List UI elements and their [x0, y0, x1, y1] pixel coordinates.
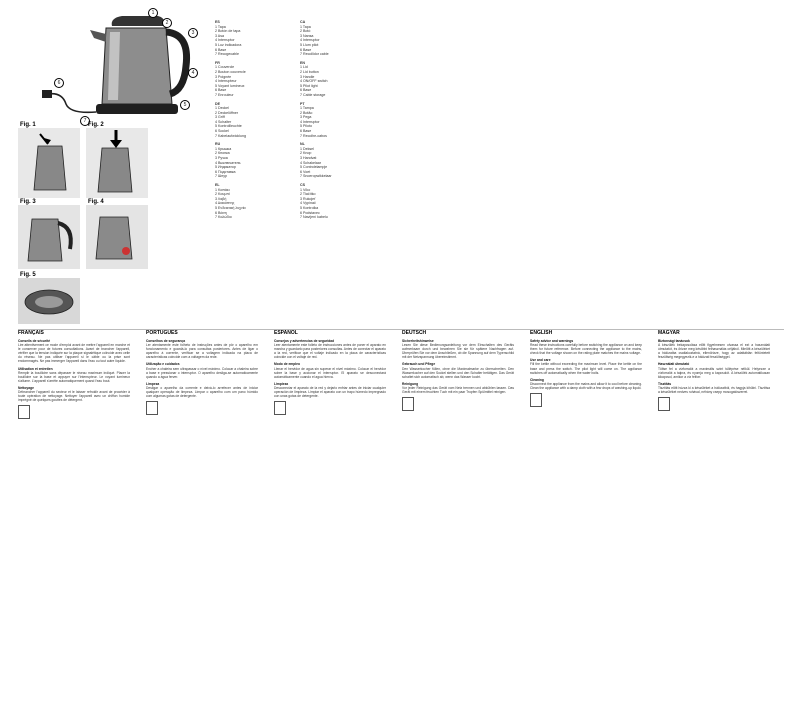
part-list-item: 7 Enrouleur: [215, 92, 234, 97]
language-title: DEUTSCH: [402, 330, 427, 336]
section-body: Fill the kettle without exceeding the maximum level. Place the kettle on the base and press the switch. The pilot light will come on. The appliance switches off automatically when the water boils.: [530, 362, 642, 375]
part-list-heading: PT: [300, 101, 305, 106]
part-list-item: 2 Lid button: [300, 69, 319, 74]
fig-1-label: Fig. 1: [20, 122, 36, 128]
part-list-item: 7 Recolhe-cabos: [300, 133, 327, 138]
part-list-item: 2 Tlačítko: [300, 192, 316, 197]
language-title: ESPAÑOL: [274, 330, 298, 336]
language-column: [402, 330, 514, 695]
part-list-item: 4 Διακόπτης: [215, 201, 235, 206]
language-column: [530, 330, 642, 695]
section-body: Töltse fel a vízforralót a maximális szint túllépése nélkül. Helyezze a vízforralót a talpra, és nyomja meg a kapcsolót. A készülék automatikusan kikapcsol, amikor a víz felforr.: [658, 366, 770, 379]
weee-bin-icon: [402, 397, 414, 411]
part-list-item: 6 Podstavec: [300, 210, 320, 215]
part-list-item: 5 Controlelampje: [300, 165, 328, 170]
callout-3: 3: [188, 28, 198, 38]
part-list-item: 7 Шнур: [215, 174, 228, 179]
section-body: Encher a chaleira sem ultrapassar o nível máximo. Colocar a chaleira sobre a base e pressionar o interruptor. O aparelho desliga-se automaticamente quando a água ferver.: [146, 366, 258, 379]
section-body: Desconectar el aparato de la red y dejarlo enfriar antes de iniciar cualquier operación de limpieza. Limpiar el aparato con un trapo húmedo impregnado con unas gotas de detergente.: [274, 385, 386, 399]
part-list-item: 1 Tapa: [300, 24, 311, 29]
fig2-drawing: [86, 128, 148, 198]
part-list-item: 1 Víko: [300, 187, 311, 192]
part-list-heading: NL: [300, 142, 305, 147]
part-list-item: 2 Кнопка: [215, 151, 230, 156]
part-list-item: 5 Pilot light: [300, 83, 318, 88]
fig1-drawing: [18, 128, 80, 198]
language-title: FRANÇAIS: [18, 330, 44, 336]
part-list-item: 4 Interrupteur: [215, 79, 237, 84]
kettle-lid: [112, 16, 165, 26]
part-list-item: 1 Крышка: [215, 146, 232, 151]
fig4-drawing: [86, 205, 148, 269]
language-title: MAGYAR: [658, 330, 680, 336]
section-heading: Nettoyage: [18, 385, 34, 390]
part-list-item: 3 Handle: [300, 74, 315, 79]
part-list-heading: ES: [215, 20, 220, 24]
section-heading: Utilização e cuidados: [146, 362, 180, 367]
part-list-item: 6 Base: [215, 47, 227, 52]
part-list-item: 6 Подставка: [215, 169, 236, 174]
part-list-item: 1 Tapa: [215, 24, 226, 29]
part-list-item: 4 ON/OFF switch: [300, 79, 328, 84]
kettle-main-drawing: [40, 8, 200, 128]
section-heading: Consejos y advertencias de seguridad: [274, 339, 335, 343]
language-column: [274, 330, 386, 695]
part-list-item: 4 Interruptor: [215, 38, 235, 43]
section-body: Den Wasserkocher füllen, ohne die Maximalmarke zu überschreiten. Den Wasserkocher auf den Sockel stellen und den Schalter betätigen. Das Gerät schaltet sich automatisch ab, wenn das Wasser kocht.: [402, 366, 514, 379]
part-list-item: 1 Couvercle: [215, 65, 235, 70]
section-body: Vor jeder Reinigung das Gerät vom Netz trennen und abkühlen lassen. Das Gerät mit einem feuchten Tuch mit ein paar Tropfen Spülmittel reinigen.: [402, 385, 514, 395]
part-list-item: 3 Pega: [300, 115, 312, 120]
part-list-item: 3 Ручка: [215, 156, 228, 161]
part-list-item: 4 Выключатель: [215, 160, 241, 165]
weee-bin-icon: [658, 397, 670, 411]
part-list-column-a: [215, 20, 285, 224]
part-list-heading: RU: [215, 142, 221, 147]
section-heading: Használati útmutató: [658, 362, 690, 367]
fig-2-label: Fig. 2: [88, 122, 104, 128]
part-list-item: 2 Botão: [300, 110, 313, 115]
part-list-item: 6 Base: [300, 129, 312, 134]
part-list-item: 4 Interruptor: [300, 119, 320, 124]
callout-6: 6: [54, 78, 64, 88]
part-list-item: 3 Λαβή: [215, 196, 227, 201]
section-heading: Tisztítás: [658, 381, 672, 386]
part-list-item: 7 Καλώδιο: [215, 215, 232, 220]
part-list-item: 1 Deckel: [215, 106, 229, 111]
part-list-item: 3 Nansa: [300, 33, 314, 38]
part-list-item: 2 Botó: [300, 29, 311, 34]
section-body: Llenar el hervidor de agua sin superar el nivel máximo. Colocar el hervidor sobre la base y accionar el interruptor. El aparato se desconectará automáticamente cuando el agua hierva.: [274, 366, 386, 379]
section-body: A készülék bekapcsolása előtt figyelmesen olvassa el ezt a használati útmutatót, és őrizze meg későbbi felhasználás céljából. Mielőtt a készüléket a hálózatba csatlakoztatná, ellenőrizze, hogy az adattáblán feltüntetett feszültség megegyezik-e a hálózati feszültséggel.: [658, 343, 770, 360]
part-list-item: 5 Kontrollleuchte: [215, 124, 242, 129]
section-heading: Cleaning: [530, 377, 544, 382]
section-body: Desligar o aparelho da corrente e deixá-lo arrefecer antes de iniciar qualquer operação de limpeza. Limpar o aparelho com um pano húmido com algumas gotas de detergente.: [146, 385, 258, 399]
section-heading: Limpieza: [274, 381, 289, 386]
fig3-drawing: [18, 205, 80, 269]
part-list-heading: EL: [215, 183, 220, 187]
part-list-item: 7 Cable storage: [300, 92, 326, 97]
section-heading: Utilisation et entretien: [18, 366, 53, 371]
weee-bin-icon: [18, 405, 30, 419]
section-body: Leer atentamente este folleto de instrucciones antes de poner el aparato en marcha y guardarlo para posteriores consultas. Antes de conectar el aparato a la red, verificar que el voltaje indicado en la placa de características coincide con el voltaje de red.: [274, 343, 386, 360]
part-list-item: 3 Asa: [215, 33, 224, 38]
part-list-item: 1 Tampa: [300, 106, 314, 111]
section-heading: Biztonsági tanácsok: [658, 339, 690, 343]
section-body: Disconnect the appliance from the mains and allow it to cool before cleaning. Clean the appliance with a damp cloth with a few drops of washing-up liquid.: [530, 381, 642, 390]
weee-bin-icon: [530, 393, 542, 407]
part-list-item: 6 Βάση: [215, 210, 227, 215]
part-list-heading: CA: [300, 20, 306, 24]
callout-2: 2: [162, 18, 172, 28]
part-list-item: 7 Recollidor cable: [300, 52, 329, 57]
section-body: Tisztítás előtt húzza ki a készüléket a hálózatból, és hagyja kihűlni. Tisztítsa a készüléket nedves ruhával, néhány csepp mosogatószerrel.: [658, 385, 770, 395]
section-heading: Gebrauch und Pflege: [402, 362, 436, 367]
weee-bin-icon: [274, 401, 286, 415]
callout-5: 5: [180, 100, 190, 110]
part-list-item: 1 Lid: [300, 65, 308, 70]
section-body: Lesen Sie diese Bedienungsanleitung vor dem Einschalten des Geräts aufmerksam durch und bewahren Sie sie für spätere Nachfragen auf. Überprüfen Sie vor dem Anschließen, ob die Spannung auf dem Typenschild mit der Netzspannung übereinstimmt.: [402, 343, 514, 360]
section-heading: Conselhos de segurança: [146, 339, 186, 343]
part-list-item: 5 Llum pilot: [300, 42, 319, 47]
section-body: Lire attentivement ce mode d'emploi avant de mettre l'appareil en marche et le conserver pour de futures consultations. Avant de brancher l'appareil, vérifier que la tension indiquée sur la plaque signalétique coïncide avec celle du réseau. Ne pas utiliser l'appareil si le câble ou la prise sont endommagés. Ne pas immerger l'appareil dans l'eau ou tout autre liquide.: [18, 343, 130, 364]
kettle-spout: [90, 30, 106, 42]
section-body: Remplir la bouilloire sans dépasser le niveau maximum indiqué. Placer la bouilloire sur la base et appuyer sur l'interrupteur. Le voyant lumineux s'allume. L'appareil s'arrête automatiquement quand l'eau bout.: [18, 370, 130, 383]
section-heading: Use and care: [530, 358, 551, 363]
language-column: [18, 330, 130, 695]
section-body: Read these instructions carefully before switching the appliance on and keep them for future reference. Before connecting the appliance to the mains, check that the voltage shown on the rating plate matches the mains voltage.: [530, 343, 642, 356]
part-list-item: 2 Bouton couvercle: [215, 69, 246, 74]
section-heading: Reinigung: [402, 381, 419, 386]
part-list-item: 3 Poignée: [215, 74, 232, 79]
part-list-item: 3 Griff: [215, 115, 225, 120]
part-list-item: 2 Κουμπί: [215, 192, 230, 197]
part-list-item: 1 Καπάκι: [215, 187, 230, 192]
power-cord: [48, 94, 96, 113]
plug: [42, 90, 52, 98]
part-list-item: 3 Handvat: [300, 156, 317, 161]
kettle-highlight: [108, 32, 120, 100]
part-list-item: 2 Deckelöffner: [215, 110, 239, 115]
fig-5-label: Fig. 5: [20, 272, 36, 278]
part-list-item: 4 Schakelaar: [300, 160, 321, 165]
callout-7: 7: [80, 116, 90, 126]
part-list-item: 4 Interruptor: [300, 38, 320, 43]
part-list-item: 5 Voyant lumineux: [215, 83, 245, 88]
part-list-heading: CS: [300, 183, 305, 187]
part-list-item: 4 Schalter: [215, 119, 232, 124]
part-list-item: 5 Индикатор: [215, 165, 236, 170]
callout-1: 1: [148, 8, 158, 18]
part-list-item: 2 Knop: [300, 151, 312, 156]
section-body: Ler atentamente este folheto de instruções antes de pôr o aparelho em funcionamento e guardá-lo para consultas posteriores. Antes de ligar o aparelho à corrente, verificar se a voltagem indicada na placa de características coincide com a voltagem da rede.: [146, 343, 258, 360]
section-heading: Conseils de sécurité: [18, 339, 51, 343]
kettle-main-illustration: [40, 8, 200, 128]
part-list-item: 5 Luz indicadora: [215, 42, 242, 47]
part-list-item: 4 Vypínač: [300, 201, 316, 206]
figure-3: [18, 205, 80, 269]
part-list-item: 5 Piloto: [300, 124, 312, 129]
part-list-heading: DE: [215, 101, 220, 106]
section-heading: Sicherheitshinweise: [402, 339, 434, 343]
part-list-item: 6 Sockel: [215, 129, 229, 134]
part-list-item: 5 Kontrolka: [300, 205, 319, 210]
kettle-base: [96, 104, 178, 114]
language-title: PORTUGUÊS: [146, 330, 178, 336]
fig5-drawing: [18, 278, 80, 324]
part-list-item: 6 Base: [300, 88, 312, 93]
part-list-item: 7 Snoeropwikkelaar: [300, 174, 332, 179]
part-list-item: 3 Rukojeť: [300, 196, 316, 201]
weee-bin-icon: [146, 401, 158, 415]
language-title: ENGLISH: [530, 330, 553, 336]
fig-4-label: Fig. 4: [88, 199, 104, 205]
figure-4: [86, 205, 148, 269]
fig-3-label: Fig. 3: [20, 199, 36, 205]
section-heading: Modo de empleo: [274, 362, 301, 367]
part-list-item: 6 Base: [300, 47, 312, 52]
section-heading: Safety advice and warnings: [530, 339, 574, 343]
section-body: Débrancher l'appareil du secteur et le laisser refroidir avant de procéder à toute opération de nettoyage. Nettoyer l'appareil avec un chiffon humide imprégné de quelques gouttes de détergent.: [18, 390, 130, 403]
part-list-item: 7 Navíjení kabelu: [300, 215, 328, 220]
part-list-heading: EN: [300, 60, 305, 65]
part-list-item: 1 Deksel: [300, 146, 314, 151]
part-list-item: 7 Kabelaufwicklung: [215, 133, 246, 138]
language-column: [658, 330, 770, 695]
part-list-item: 6 Base: [215, 88, 227, 93]
part-list-item: 2 Botón de tapa: [215, 29, 241, 34]
part-list-column-b: [300, 20, 370, 224]
part-list-item: 5 Ενδεικτική λυχνία: [215, 205, 246, 210]
part-list-item: 7 Recogecable: [215, 52, 239, 57]
language-column: [146, 330, 258, 695]
callout-4: 4: [188, 68, 198, 78]
figure-5: [18, 278, 80, 324]
part-list-heading: FR: [215, 60, 220, 65]
figure-2: [86, 128, 148, 198]
section-heading: Limpeza: [146, 381, 160, 386]
part-list-item: 6 Voet: [300, 169, 311, 174]
figure-1: [18, 128, 80, 198]
